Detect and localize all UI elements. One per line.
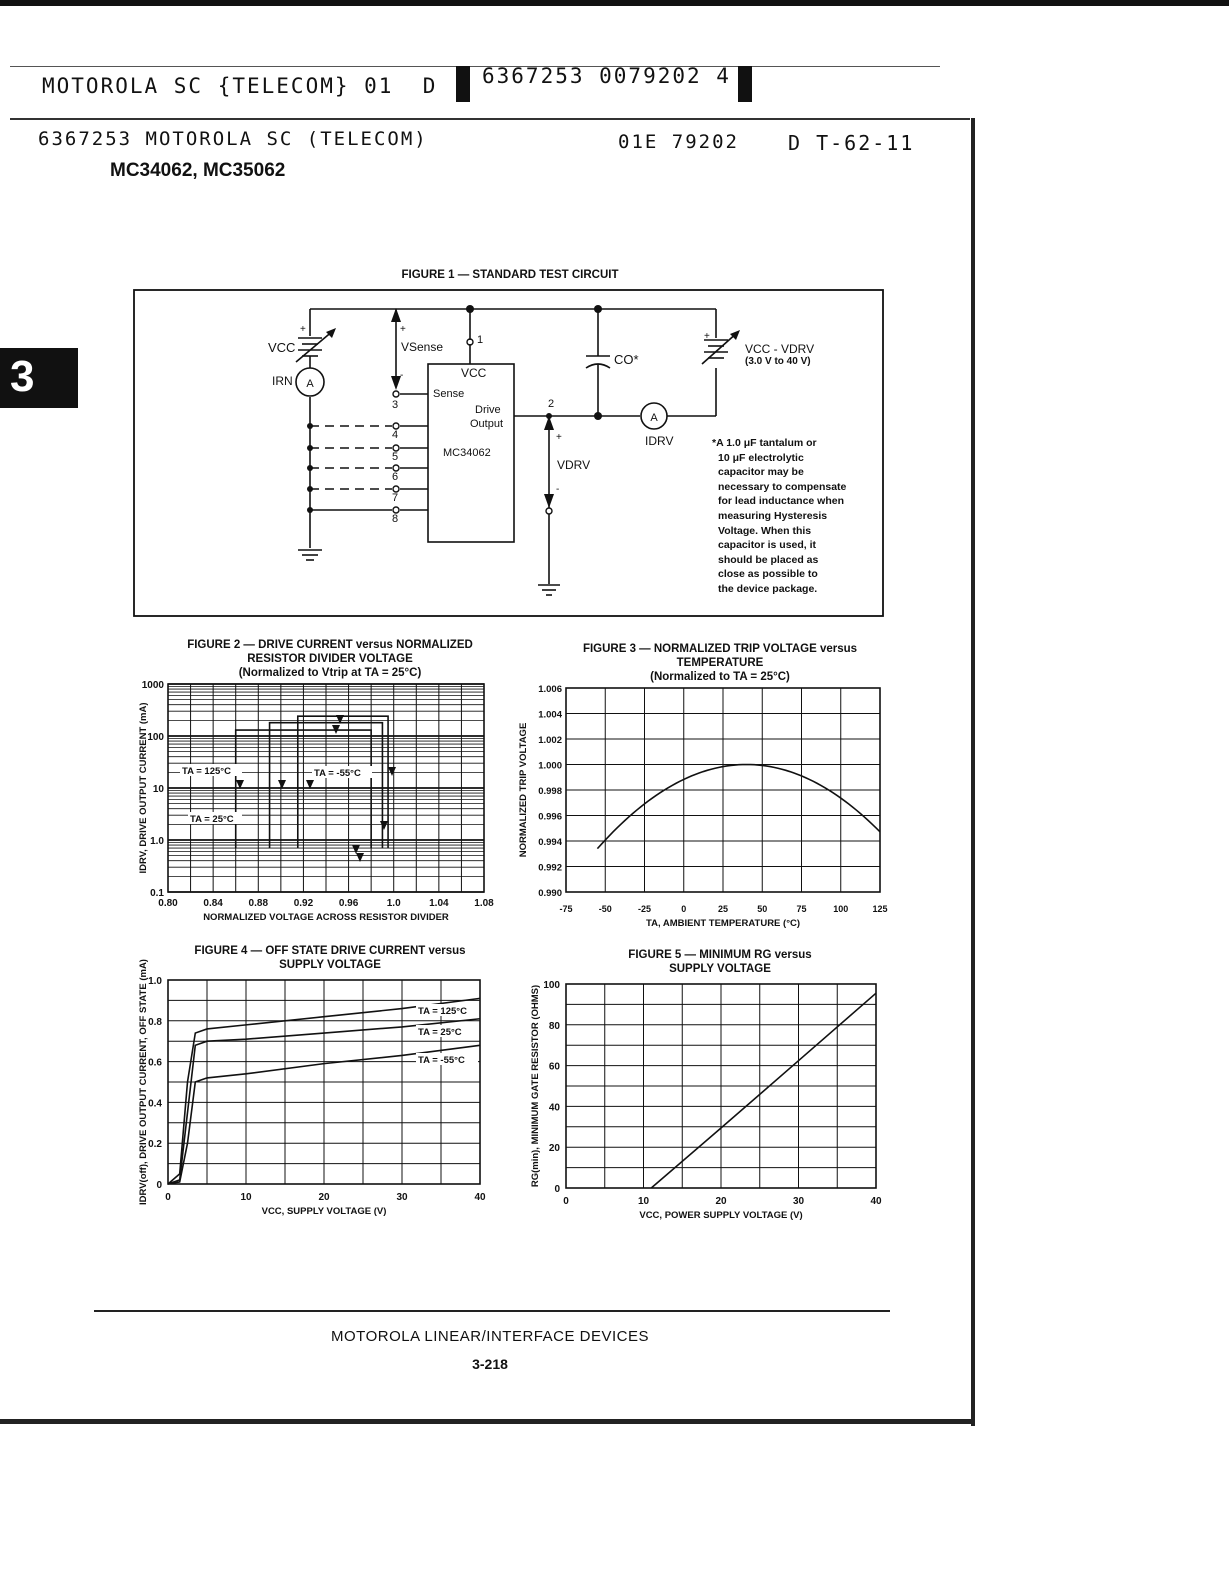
x-tick-label: 0.96 bbox=[338, 898, 359, 909]
header-line2-code: 01E 79202 bbox=[618, 131, 739, 153]
x-tick-label: 0.92 bbox=[293, 898, 314, 909]
x-tick-label: -50 bbox=[598, 904, 612, 914]
x-tick-label: 1.0 bbox=[386, 898, 401, 909]
y-tick-label: 10 bbox=[152, 784, 164, 795]
x-tick-label: 100 bbox=[833, 904, 849, 914]
x-tick-label: 30 bbox=[396, 1192, 408, 1203]
y-tick-label: 0.4 bbox=[148, 1098, 162, 1110]
note-line: the device package. bbox=[718, 582, 818, 595]
x-tick-label: 0.84 bbox=[203, 898, 223, 909]
figure4-title-line: FIGURE 4 — OFF STATE DRIVE CURRENT versus bbox=[194, 945, 466, 957]
ammeter-left-label: A bbox=[306, 378, 314, 390]
figure2-title-line: (Normalized to Vtrip at TA = 25°C) bbox=[238, 667, 422, 679]
header-line2: 6367253 MOTOROLA SC (TELECOM) bbox=[38, 128, 428, 150]
figure5-title-line: FIGURE 5 — MINIMUM RG versus bbox=[628, 949, 812, 961]
x-tick-label: 1.08 bbox=[474, 898, 494, 909]
series-label-m55: TA = -55°C bbox=[314, 768, 361, 779]
y-tick-label: 1.000 bbox=[538, 760, 562, 772]
series-line bbox=[651, 993, 876, 1188]
part-number: MC34062, MC35062 bbox=[110, 160, 286, 181]
vsense-minus: - bbox=[400, 370, 404, 381]
ammeter-right-label: A bbox=[650, 412, 658, 424]
y-tick-label: 0.996 bbox=[538, 811, 562, 823]
y-tick-label: 0.1 bbox=[150, 888, 164, 899]
pin5-label: 5 bbox=[392, 451, 399, 463]
note-line: *A 1.0 μF tantalum or bbox=[712, 437, 817, 449]
note-line: capacitor may be bbox=[718, 466, 804, 479]
series-label-125: TA = 125°C bbox=[418, 1006, 467, 1017]
figure3-title-line: (Normalized to TA = 25°C) bbox=[650, 671, 790, 683]
figure2-title-line: RESISTOR DIVIDER VOLTAGE bbox=[247, 653, 413, 665]
note-line: capacitor is used, it bbox=[718, 539, 817, 552]
vdrv-minus: - bbox=[556, 484, 560, 495]
label-vsense: VSense bbox=[401, 340, 444, 354]
series-label-125: TA = 125°C bbox=[182, 766, 231, 777]
x-tick-label: 40 bbox=[474, 1192, 486, 1203]
x-tick-label: -25 bbox=[637, 904, 652, 914]
x-tick-label: 10 bbox=[240, 1192, 252, 1203]
pin7-label: 7 bbox=[392, 492, 399, 504]
y-tick-label: 80 bbox=[548, 1020, 560, 1032]
y-tick-label: 0.6 bbox=[148, 1057, 162, 1069]
x-tick-label: 40 bbox=[870, 1196, 882, 1207]
battery-right-plus: + bbox=[704, 331, 710, 342]
series-arrow bbox=[380, 821, 388, 830]
x-axis-label: NORMALIZED VOLTAGE ACROSS RESISTOR DIVIDER bbox=[203, 912, 449, 923]
figure1-title: FIGURE 1 — STANDARD TEST CIRCUIT bbox=[401, 269, 619, 281]
label-co: CO* bbox=[614, 352, 639, 367]
pin3-label: 3 bbox=[392, 399, 399, 411]
x-tick-label: 75 bbox=[796, 904, 807, 914]
label-supply-range: (3.0 V to 40 V) bbox=[745, 356, 811, 367]
series-label-25: TA = 25°C bbox=[190, 814, 234, 825]
vdrv-plus: + bbox=[556, 432, 562, 443]
y-tick-label: 1.0 bbox=[150, 836, 164, 847]
note-line: Voltage. When this bbox=[718, 524, 812, 537]
label-irn: IRN bbox=[272, 374, 293, 388]
y-tick-label: 1.002 bbox=[538, 735, 562, 746]
y-tick-label: 0.8 bbox=[148, 1016, 162, 1028]
x-tick-label: 0.80 bbox=[158, 898, 178, 909]
y-tick-label: 0.994 bbox=[538, 837, 562, 848]
chip-sense: Sense bbox=[433, 388, 465, 400]
series-label-25: TA = 25°C bbox=[418, 1027, 462, 1038]
y-tick-label: 0 bbox=[156, 1180, 162, 1191]
x-tick-label: 0 bbox=[681, 904, 687, 914]
chip-drive: Drive bbox=[475, 404, 501, 416]
y-tick-label: 60 bbox=[548, 1061, 560, 1073]
x-axis-label: TA, AMBIENT TEMPERATURE (°C) bbox=[645, 918, 801, 929]
series-arrow bbox=[352, 845, 360, 854]
note-line: for lead inductance when bbox=[718, 495, 845, 508]
y-tick-label: 40 bbox=[548, 1102, 560, 1114]
header-line2-mark: D T-62-11 bbox=[788, 131, 915, 155]
chip-output: Output bbox=[470, 418, 504, 430]
note-line: should be placed as bbox=[718, 553, 819, 566]
y-tick-label: 1.006 bbox=[538, 684, 562, 695]
x-tick-label: 30 bbox=[792, 1196, 805, 1207]
label-supply: VCC - VDRV bbox=[745, 342, 815, 356]
y-tick-label: 0.992 bbox=[538, 862, 562, 874]
y-tick-label: 0.990 bbox=[538, 888, 562, 899]
footer-title: MOTOROLA LINEAR/INTERFACE DEVICES bbox=[331, 1328, 649, 1345]
x-tick-label: 125 bbox=[872, 904, 888, 914]
x-tick-label: 0 bbox=[563, 1196, 569, 1207]
y-axis-label: RG(min), MINIMUM GATE RESISTOR (OHMS) bbox=[530, 984, 541, 1188]
y-tick-label: 1.004 bbox=[538, 709, 562, 721]
footer-rule bbox=[94, 1310, 890, 1312]
header-line1-code: 6367253 0079202 4 bbox=[482, 64, 731, 88]
y-tick-label: 1000 bbox=[141, 680, 164, 691]
pin2-label: 2 bbox=[548, 398, 555, 410]
chip-vcc: VCC bbox=[461, 366, 487, 380]
y-tick-label: 0.2 bbox=[148, 1139, 162, 1151]
y-tick-label: 1.0 bbox=[148, 976, 162, 987]
figure5-title-line: SUPPLY VOLTAGE bbox=[669, 963, 771, 975]
section-tab-number: 3 bbox=[10, 352, 35, 401]
battery-left-plus: + bbox=[300, 324, 306, 335]
series-arrow bbox=[388, 767, 396, 776]
x-tick-label: 20 bbox=[318, 1192, 330, 1203]
x-tick-label: 0.88 bbox=[248, 898, 269, 909]
pin8-label: 8 bbox=[392, 513, 399, 525]
figure3-title-line: TEMPERATURE bbox=[676, 657, 764, 669]
figure2-title-line: FIGURE 2 — DRIVE CURRENT versus NORMALIZED bbox=[187, 639, 473, 651]
y-axis-label: IDRV(off), DRIVE OUTPUT CURRENT, OFF STATE (mA) bbox=[138, 959, 149, 1205]
y-axis-label: IDRV, DRIVE OUTPUT CURRENT (mA) bbox=[138, 702, 149, 874]
pin4-label: 4 bbox=[392, 429, 399, 441]
x-tick-label: 20 bbox=[715, 1196, 727, 1207]
y-tick-label: 0 bbox=[554, 1184, 560, 1195]
note-line: 10 μF electrolytic bbox=[718, 451, 804, 464]
figure3-title-line: FIGURE 3 — NORMALIZED TRIP VOLTAGE versus bbox=[582, 643, 858, 655]
y-tick-label: 0.998 bbox=[538, 786, 562, 797]
x-tick-label: 0 bbox=[165, 1192, 171, 1203]
y-tick-label: 20 bbox=[548, 1143, 560, 1155]
y-tick-label: 100 bbox=[543, 980, 560, 991]
note-line: necessary to compensate bbox=[718, 480, 847, 493]
chip-name: MC34062 bbox=[443, 447, 491, 459]
note-line: close as possible to bbox=[718, 568, 818, 581]
label-vdrv: VDRV bbox=[557, 458, 591, 472]
x-tick-label: 25 bbox=[717, 904, 729, 914]
label-vcc: VCC bbox=[268, 340, 296, 355]
label-idrv: IDRV bbox=[645, 434, 674, 448]
page-number: 3-218 bbox=[472, 1356, 508, 1372]
x-tick-label: -75 bbox=[559, 904, 573, 914]
figure4-title-line: SUPPLY VOLTAGE bbox=[279, 959, 381, 971]
label-pin1: 1 bbox=[477, 334, 484, 346]
vsense-plus: + bbox=[400, 324, 406, 335]
y-tick-label: 100 bbox=[147, 732, 164, 743]
y-axis-label: NORMALIZED TRIP VOLTAGE bbox=[518, 722, 529, 858]
x-tick-label: 1.04 bbox=[429, 898, 449, 909]
header-line1: MOTOROLA SC {TELECOM} 01 D bbox=[42, 74, 438, 98]
x-tick-label: 50 bbox=[757, 904, 768, 914]
x-axis-label: VCC, SUPPLY VOLTAGE (V) bbox=[261, 1206, 387, 1217]
series-line bbox=[597, 765, 880, 849]
x-axis-label: VCC, POWER SUPPLY VOLTAGE (V) bbox=[639, 1210, 803, 1221]
series-label-m55: TA = -55°C bbox=[418, 1055, 465, 1066]
pin6-label: 6 bbox=[392, 471, 399, 483]
note-line: measuring Hysteresis bbox=[718, 509, 828, 522]
x-tick-label: 10 bbox=[637, 1196, 650, 1207]
